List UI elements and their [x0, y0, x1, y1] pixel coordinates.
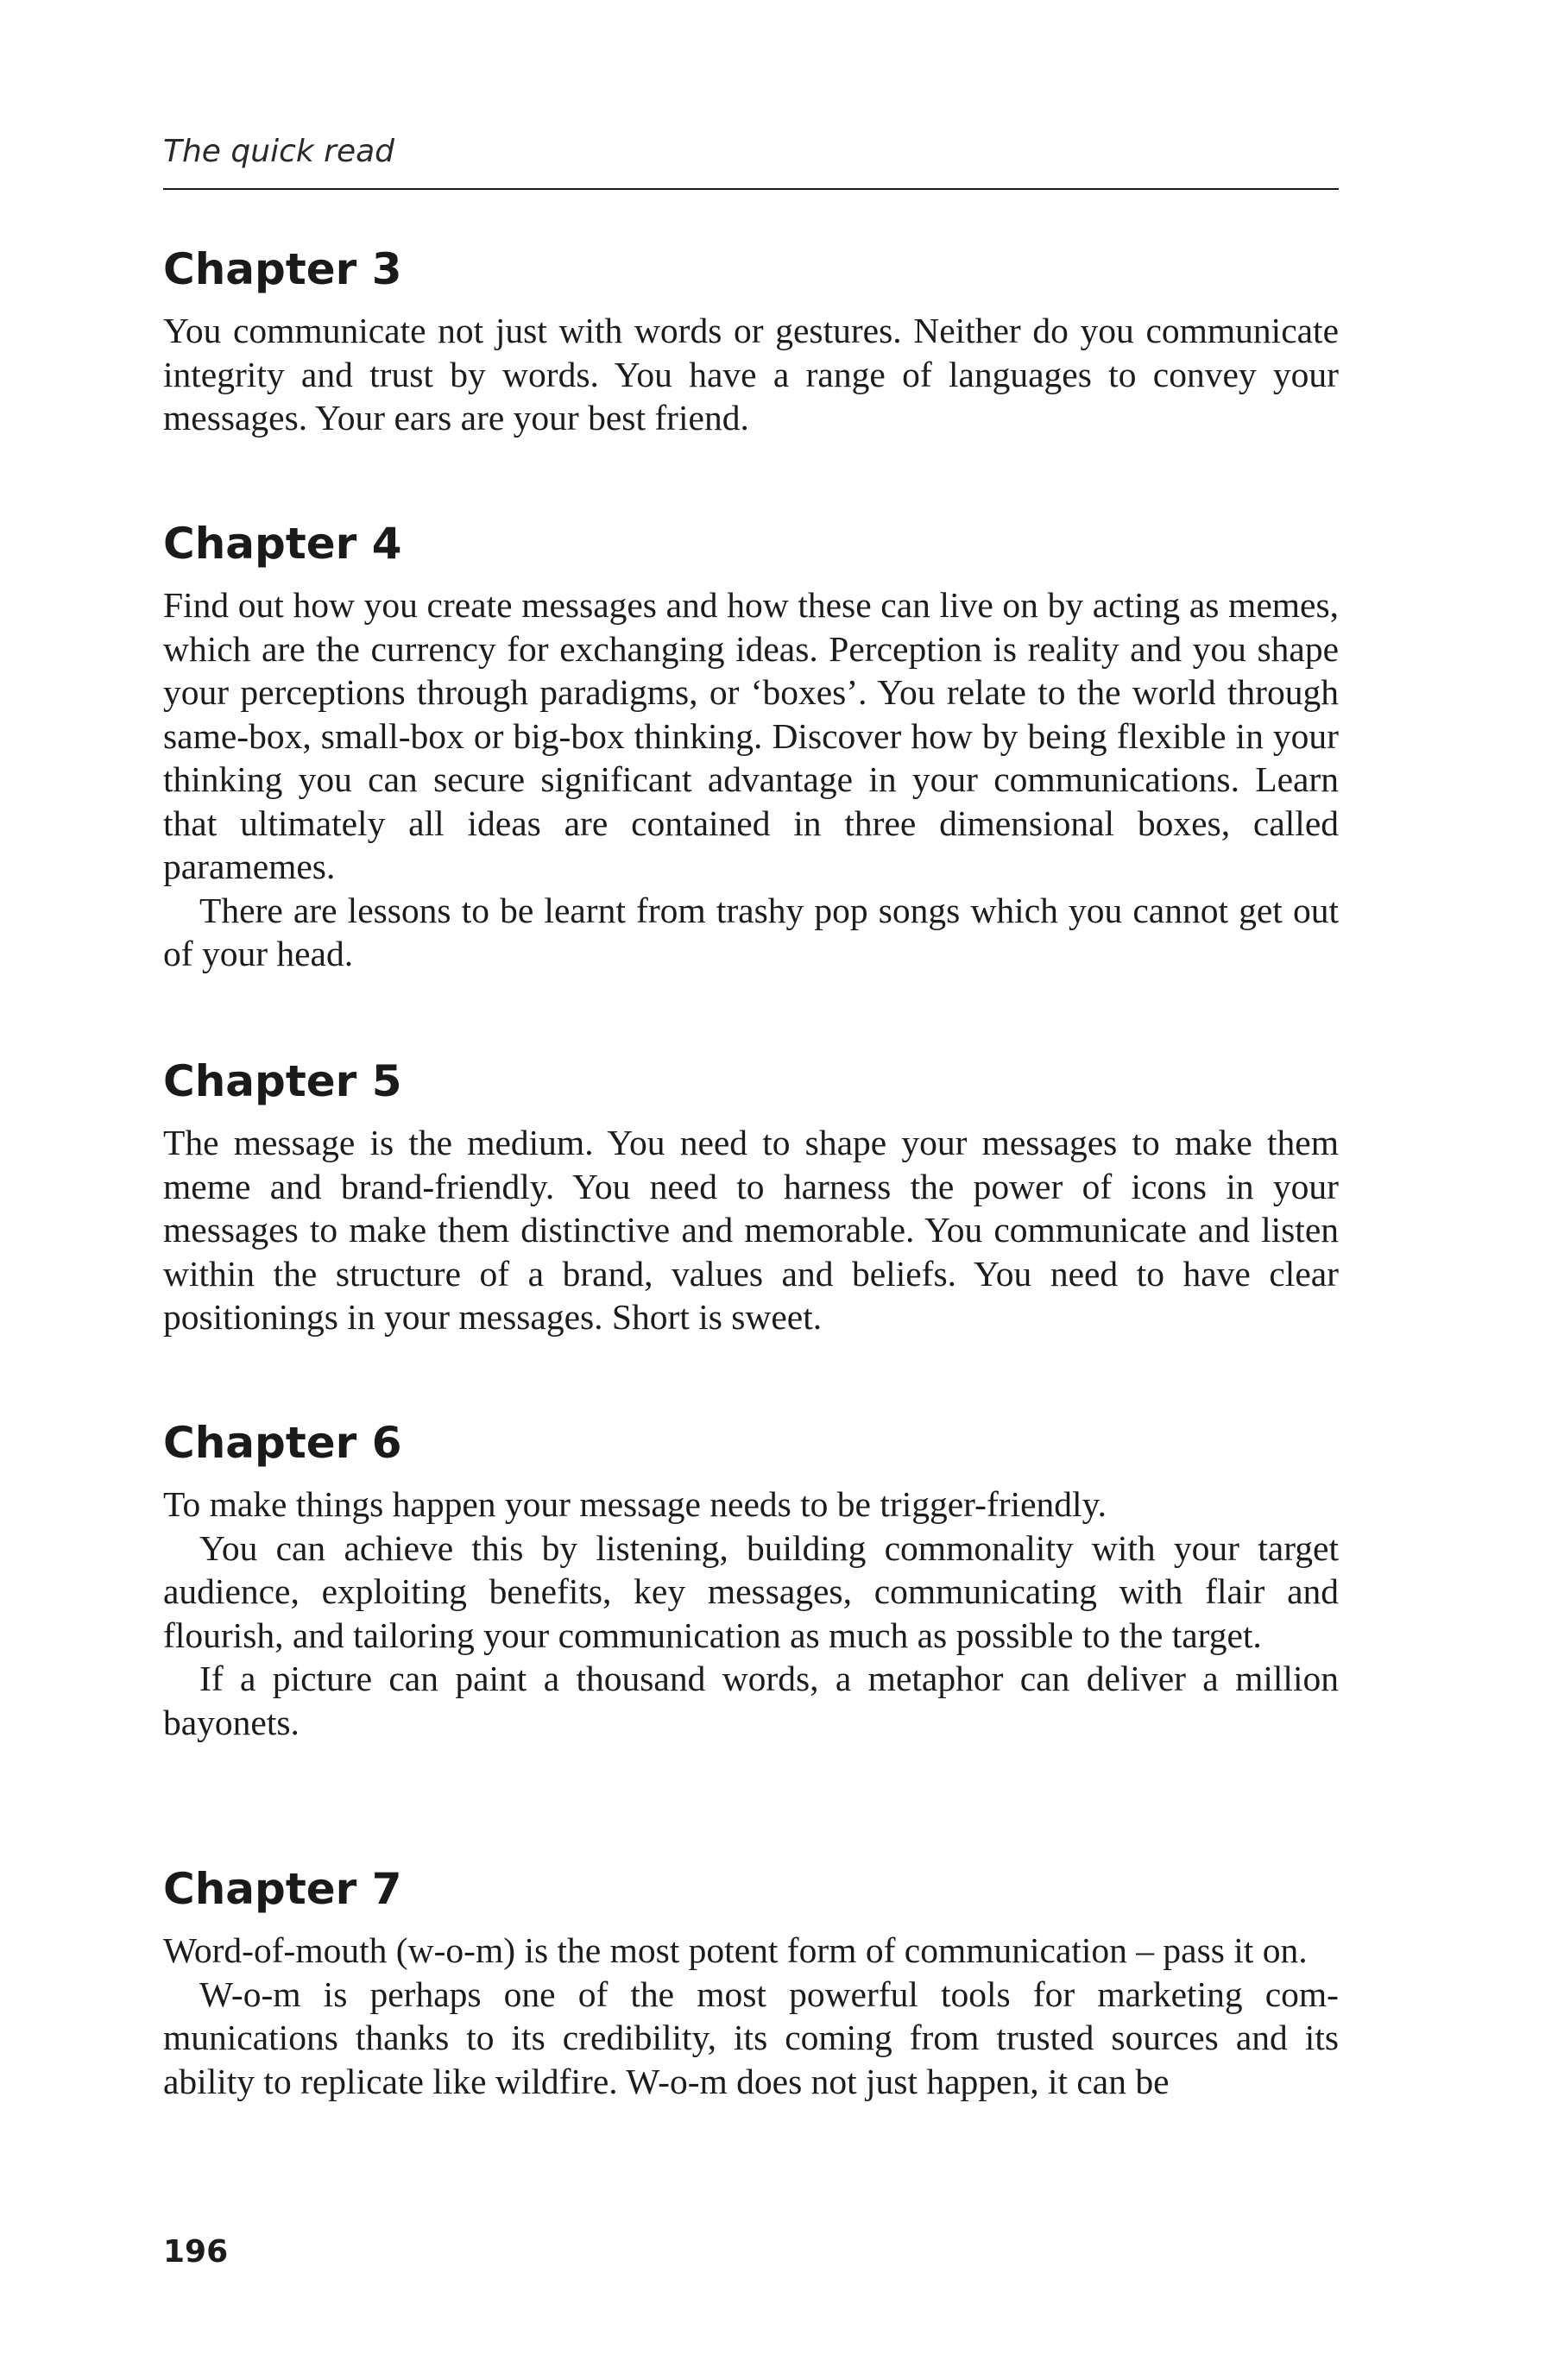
- running-header: The quick read: [163, 134, 395, 169]
- chapter-heading: Chapter 4: [163, 519, 402, 569]
- paragraph: Find out how you create messages and how these can live on by acting as memes, which are the currency for exchanging ideas. Perception is reality and you shape your perceptions through paradigms, or ‘boxes’. You relate to the world through same-box, small-box or big-box thinking. Discover how by being flexible in your thinking you can secure significant advantage in your communications. Learn that ultimately all ideas are contained in three dimensional boxes, called paramemes.: [163, 585, 1339, 886]
- paragraph: You can achieve this by listening, building commonality with your target audience, exploiting benefits, key messages, communicating with flair and flourish, and tailoring your communication as much as possible to the target.: [163, 1527, 1339, 1655]
- paragraph: You communicate not just with words or gestures. Neither do you communicate integrity and trust by words. You have a range of languages to convey your messages. Your ears are your best friend.: [163, 311, 1339, 438]
- paragraph: To make things happen your message needs to be trigger-friendly.: [163, 1484, 1107, 1524]
- paragraph: Word-of-mouth (w-o-m) is the most potent form of communication – pass it on.: [163, 1930, 1308, 1970]
- page-number: 196: [163, 2234, 229, 2270]
- chapter-4-section: [163, 516, 1339, 976]
- paragraph: W-o-m is perhaps one of the most powerful tools for marketing communications thanks to its credibility, its coming from trusted sources and its ability to replicate like wildfire. W-o-m does not just happen, it can be: [163, 1974, 1339, 2101]
- chapter-heading: Chapter 6: [163, 1418, 402, 1468]
- chapter-heading: Chapter 3: [163, 244, 402, 294]
- chapter-6-section: [163, 1415, 1339, 1744]
- chapter-heading: Chapter 5: [163, 1056, 402, 1106]
- paragraph: The message is the medium. You need to shape your messages to make them meme and brand-friendly. You need to harness the power of icons in your messages to make them distinctive and memorable. You communicate and listen within the structure of a brand, values and beliefs. You need to have clear positionings in your messages. Short is sweet.: [163, 1123, 1339, 1337]
- chapter-body: [163, 309, 1339, 440]
- paragraph: If a picture can paint a thousand words, a metaphor can deliver a million bayonets.: [163, 1659, 1339, 1742]
- header-rule: [163, 188, 1339, 190]
- book-page: [163, 0, 1339, 2380]
- chapter-body: [163, 1483, 1339, 1744]
- chapter-7-section: [163, 1861, 1339, 2103]
- chapter-body: [163, 1121, 1339, 1339]
- chapter-heading: Chapter 7: [163, 1864, 402, 1914]
- paragraph: There are lessons to be learnt from trashy pop songs which you cannot get out of your head.: [163, 890, 1339, 973]
- chapter-3-section: [163, 242, 1339, 440]
- chapter-body: [163, 1929, 1339, 2103]
- chapter-body: [163, 583, 1339, 976]
- chapter-5-section: [163, 1054, 1339, 1339]
